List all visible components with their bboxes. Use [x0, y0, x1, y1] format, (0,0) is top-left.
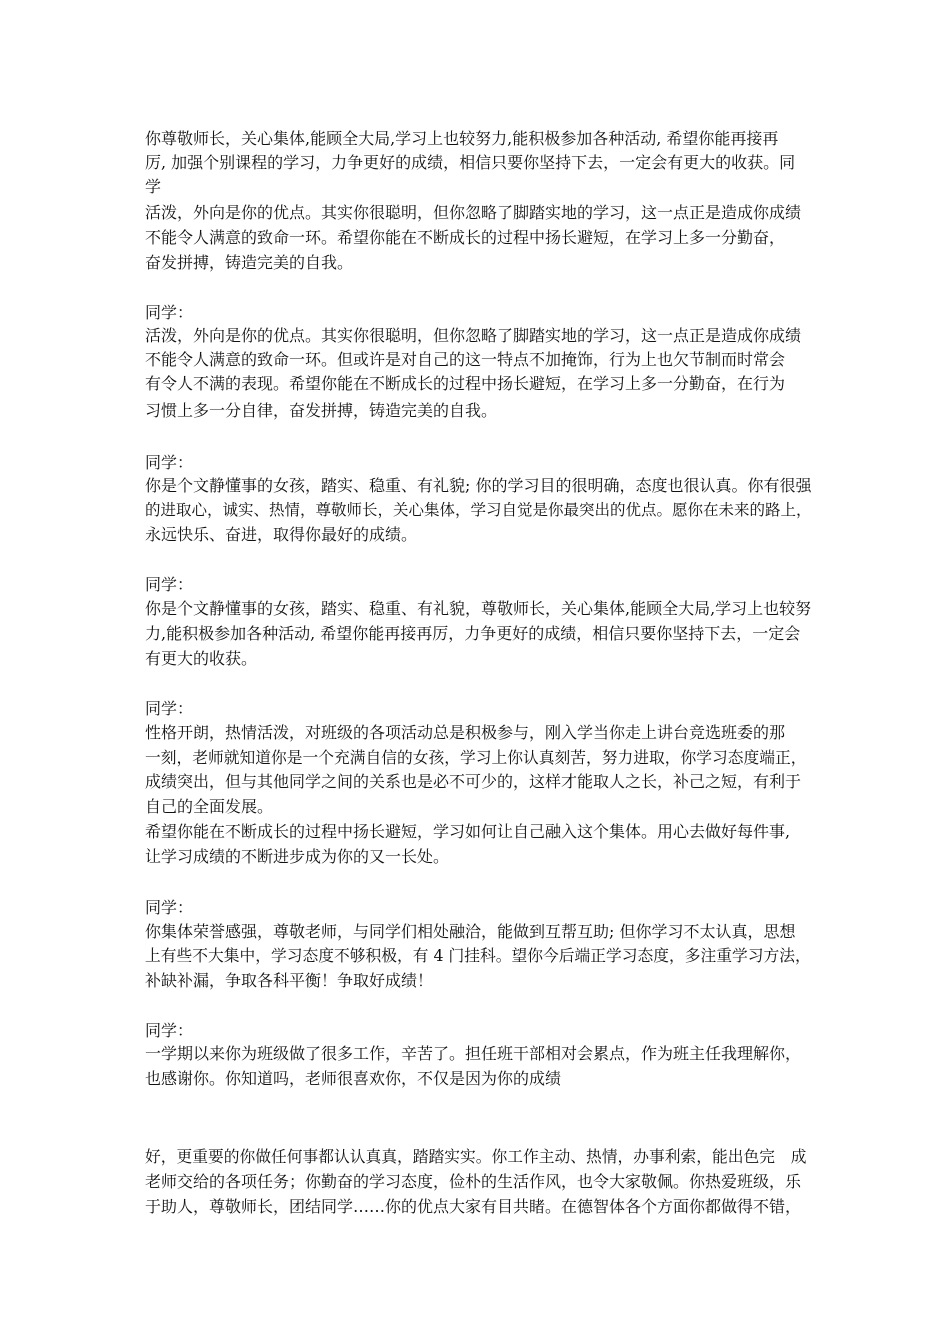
text-line: 不能令人满意的致命一环。但或许是对自己的这一特点不加掩饰，行为上也欠节制而时常会: [145, 350, 786, 369]
text-line: 你是个文静懂事的女孩，踏实、稳重、有礼貌，尊敬师长，关心集体,能顾全大局,学习上也较努: [145, 599, 812, 618]
text-line: 老师交给的各项任务；你勤奋的学习态度，俭朴的生活作风，也令大家敬佩。你热爱班级，乐: [145, 1172, 802, 1191]
text-line: 自己的全面发展。: [145, 797, 274, 816]
text-line: 永远快乐、奋进，取得你最好的成绩。: [145, 525, 418, 544]
text-line: 一刻，老师就知道你是一个充满自信的女孩，学习上你认真刻苦，努力进取，你学习态度端正，: [145, 748, 807, 767]
text-line: 好，更重要的你做任何事都认认真真，踏踏实实。你工作主动、热情，办事利索，能出色完 成: [145, 1147, 807, 1166]
text-line: 有更大的收获。: [145, 649, 258, 668]
text-line: 上有些不大集中，学习态度不够积极，有 4 门挂科。望你今后端正学习态度，多注重学习方法，: [145, 946, 811, 965]
text-line: 也感谢你。你知道吗，老师很喜欢你，不仅是因为你的成绩: [145, 1069, 562, 1088]
section-heading: 同学：: [145, 1021, 194, 1040]
text-line: 有令人不满的表现。希望你能在不断成长的过程中扬长避短，在学习上多一分勤奋，在行为: [145, 374, 786, 393]
text-line: 你是个文静懂事的女孩，踏实、稳重、有礼貌; 你的学习目的很明确，态度也很认真。你有很强: [145, 476, 812, 495]
text-line: 活泼，外向是你的优点。其实你很聪明，但你忽略了脚踏实地的学习，这一点正是造成你成绩: [145, 203, 802, 222]
text-line: 厉, 加强个别课程的学习，力争更好的成绩，相信只要你坚持下去，一定会有更大的收获。同: [145, 153, 796, 172]
text-line: 补缺补漏，争取各科平衡！争取好成绩！: [145, 971, 434, 990]
text-line: 性格开朗，热情活泼，对班级的各项活动总是积极参与，刚入学当你走上讲台竞选班委的那: [145, 723, 786, 742]
text-line: 于助人，尊敬师长，团结同学……你的优点大家有目共睹。在德智体各个方面你都做得不错，: [145, 1197, 802, 1216]
text-line: 成绩突出，但与其他同学之间的关系也是必不可少的，这样才能取人之长，补己之短，有利于: [145, 772, 802, 791]
section-heading: 同学：: [145, 898, 194, 917]
text-line: 让学习成绩的不断进步成为你的又一长处。: [145, 847, 450, 866]
section-heading: 同学：: [145, 303, 194, 322]
text-line: 不能令人满意的致命一环。希望你能在不断成长的过程中扬长避短，在学习上多一分勤奋，: [145, 228, 786, 247]
section-heading: 同学：: [145, 699, 194, 718]
section-heading: 同学：: [145, 453, 194, 472]
text-line: 活泼，外向是你的优点。其实你很聪明，但你忽略了脚踏实地的学习，这一点正是造成你成绩: [145, 326, 802, 345]
text-line: 你集体荣誉感强，尊敬老师，与同学们相处融洽，能做到互帮互助; 但你学习不太认真，思想: [145, 922, 796, 941]
text-line: 学: [145, 177, 162, 196]
section-heading: 同学：: [145, 575, 194, 594]
text-line: 你尊敬师长，关心集体,能顾全大局,学习上也较努力,能积极参加各种活动, 希望你能再接再: [145, 129, 779, 148]
text-line: 的进取心，诚实、热情，尊敬师长，关心集体，学习自觉是你最突出的优点。愿你在未来的路上，: [145, 501, 812, 519]
text-line: 习惯上多一分自律，奋发拼搏，铸造完美的自我。: [145, 401, 498, 420]
text-line: 奋发拼搏，铸造完美的自我。: [145, 253, 354, 272]
text-line: 一学期以来你为班级做了很多工作，辛苦了。担任班干部相对会累点，作为班主任我理解你，: [145, 1044, 802, 1063]
text-line: 力,能积极参加各种活动, 希望你能再接再厉，力争更好的成绩，相信只要你坚持下去，一定会: [145, 624, 801, 643]
text-line: 希望你能在不断成长的过程中扬长避短，学习如何让自己融入这个集体。用心去做好每件事,: [145, 822, 791, 841]
